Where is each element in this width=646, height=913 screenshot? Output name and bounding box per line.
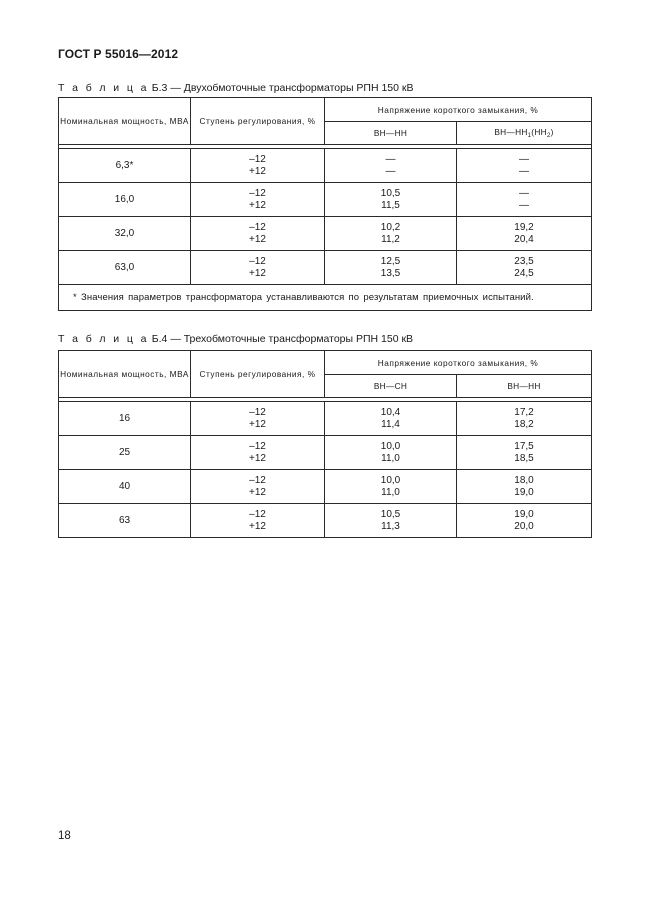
table-row (59, 251, 592, 285)
cell-value: 10,5 (380, 508, 401, 520)
table-b3-cell-v1 (325, 183, 457, 217)
table-b4-header-power (59, 351, 191, 398)
table-b3-caption (58, 82, 414, 94)
cell-value: 11,4 (381, 418, 400, 430)
table-b3-header-voltage: Напряжение короткого замыкания, % (325, 98, 592, 122)
cell-value: +12 (249, 233, 266, 245)
cell-value: 13,5 (380, 267, 401, 279)
table-b3-cell-step (191, 149, 325, 183)
table-b3-cell-v2 (457, 183, 592, 217)
cell-value: — (385, 165, 396, 177)
table-b4-cell-step (191, 470, 325, 504)
table-b4-cell-v1 (325, 504, 457, 538)
table-b3-subheader-2-mid: (НН (531, 127, 547, 137)
table-b3-cell-power: 63,0 (59, 251, 191, 285)
cell-value: –12 (249, 221, 266, 233)
cell-value: — (519, 165, 529, 177)
cell-value: +12 (249, 267, 266, 279)
page-number: 18 (58, 830, 71, 842)
table-b3-cell-v2 (457, 217, 592, 251)
table-b3-header-step-line1: Ступень (199, 116, 236, 126)
table-b4-cell-power: 40 (59, 470, 191, 504)
cell-value: 20,4 (514, 233, 534, 245)
table-b4-header-step (191, 351, 325, 398)
cell-value: — (519, 153, 529, 165)
table-b4-cell-v2 (457, 402, 592, 436)
cell-value: 20,0 (514, 520, 534, 532)
table-b3-cell-power: 6,3* (59, 149, 191, 183)
table-b3-cell-v2 (457, 149, 592, 183)
cell-value: 19,2 (514, 221, 534, 233)
table-b3-note-row (59, 285, 592, 311)
cell-value: 17,5 (514, 440, 534, 452)
table-row (59, 217, 592, 251)
cell-value: 11,5 (381, 199, 400, 211)
cell-value: 10,5 (380, 187, 401, 199)
table-b4-subheader-1: ВН—СН (325, 375, 457, 398)
cell-value: 11,2 (381, 233, 400, 245)
table-b4-cell-v2 (457, 470, 592, 504)
table-b4-cell-v1 (325, 436, 457, 470)
table-b3-subheader-1: ВН—НН (325, 122, 457, 145)
table-b4-cell-v1 (325, 402, 457, 436)
cell-value: 19,0 (514, 486, 534, 498)
table-b3-footnote: * Значения параметров трансформатора устанавливаются по результатам приемочных испытаний. (59, 285, 592, 311)
cell-value: 10,0 (380, 474, 401, 486)
table-b4-cell-v2 (457, 436, 592, 470)
cell-value: 17,2 (514, 406, 534, 418)
cell-value: +12 (249, 165, 266, 177)
table-b3-cell-step (191, 217, 325, 251)
cell-value: — (519, 187, 529, 199)
cell-value: 18,2 (514, 418, 534, 430)
table-b3-header-step-line2: регулирования, % (237, 116, 316, 126)
table-b3-subheader-2-main: ВН—НН (494, 127, 528, 137)
table-b4-caption-text: Б.4 — Трехобмоточные трансформаторы РПН 150 кВ (151, 333, 414, 345)
table-b3-caption-text: Б.3 — Двухобмоточные трансформаторы РПН 150 кВ (151, 82, 414, 94)
document-code: ГОСТ Р 55016—2012 (58, 47, 179, 61)
table-b3-header-power-line1: Номинальная (60, 116, 119, 126)
cell-value: –12 (249, 474, 266, 486)
table-b3-subheader-2-sub2: 2 (546, 133, 551, 139)
cell-value: +12 (249, 520, 266, 532)
cell-value: 12,5 (380, 255, 401, 267)
cell-value: 23,5 (514, 255, 534, 267)
table-b4-cell-power: 63 (59, 504, 191, 538)
table-row (59, 436, 592, 470)
table-b4-header-step-line1: Ступень (199, 369, 236, 379)
table-row (59, 504, 592, 538)
cell-value: –12 (249, 187, 266, 199)
table-b3-cell-v1 (325, 217, 457, 251)
table-b4-caption-label: Т а б л и ц а (58, 333, 149, 345)
cell-value: 11,0 (381, 452, 400, 464)
table-b3-cell-v1 (325, 149, 457, 183)
cell-value: 11,3 (381, 520, 400, 532)
cell-value: +12 (249, 486, 266, 498)
cell-value: 18,0 (514, 474, 534, 486)
table-b3 (58, 97, 592, 311)
table-b4-caption (58, 333, 413, 345)
table-b3-cell-step (191, 183, 325, 217)
cell-value: +12 (249, 418, 266, 430)
table-b4-cell-power: 16 (59, 402, 191, 436)
cell-value: 10,0 (380, 440, 401, 452)
cell-value: 19,0 (514, 508, 534, 520)
table-b3-header-step (191, 98, 325, 145)
cell-value: –12 (249, 508, 266, 520)
table-b3-cell-v2 (457, 251, 592, 285)
cell-value: 10,2 (380, 221, 401, 233)
cell-value: +12 (249, 199, 266, 211)
table-b3-caption-label: Т а б л и ц а (58, 82, 149, 94)
table-b4-cell-v2 (457, 504, 592, 538)
cell-value: 18,5 (514, 452, 534, 464)
cell-value: 10,4 (380, 406, 401, 418)
table-b4 (58, 350, 592, 538)
cell-value: 24,5 (514, 267, 534, 279)
cell-value: –12 (249, 153, 266, 165)
table-b4-header-power-line1: Номинальная (60, 369, 119, 379)
table-b3-header-power (59, 98, 191, 145)
table-row (59, 183, 592, 217)
cell-value: 11,0 (381, 486, 400, 498)
cell-value: — (519, 199, 529, 211)
cell-value: — (385, 153, 396, 165)
table-b4-header-step-line2: регулирования, % (237, 369, 316, 379)
table-row (59, 402, 592, 436)
table-b4-cell-power: 25 (59, 436, 191, 470)
table-b4-header-power-line2: мощность, МВА (121, 369, 189, 379)
table-b3-cell-power: 32,0 (59, 217, 191, 251)
table-b3-cell-v1 (325, 251, 457, 285)
table-b3-subheader-2-end: ) (550, 127, 554, 137)
table-b3-header-power-line2: мощность, МВА (121, 116, 189, 126)
cell-value: –12 (249, 406, 266, 418)
table-row (59, 149, 592, 183)
table-b3-subheader-2-sub1: 1 (527, 133, 532, 139)
table-row (59, 470, 592, 504)
table-b3-cell-power: 16,0 (59, 183, 191, 217)
cell-value: –12 (249, 255, 266, 267)
table-b4-cell-step (191, 402, 325, 436)
table-b4-header-voltage: Напряжение короткого замыкания, % (325, 351, 592, 375)
table-b4-cell-v1 (325, 470, 457, 504)
cell-value: –12 (249, 440, 266, 452)
table-b4-cell-step (191, 504, 325, 538)
table-b3-subheader-2 (457, 122, 592, 145)
table-b4-subheader-2: ВН—НН (457, 375, 592, 398)
table-b4-cell-step (191, 436, 325, 470)
cell-value: +12 (249, 452, 266, 464)
table-b3-cell-step (191, 251, 325, 285)
